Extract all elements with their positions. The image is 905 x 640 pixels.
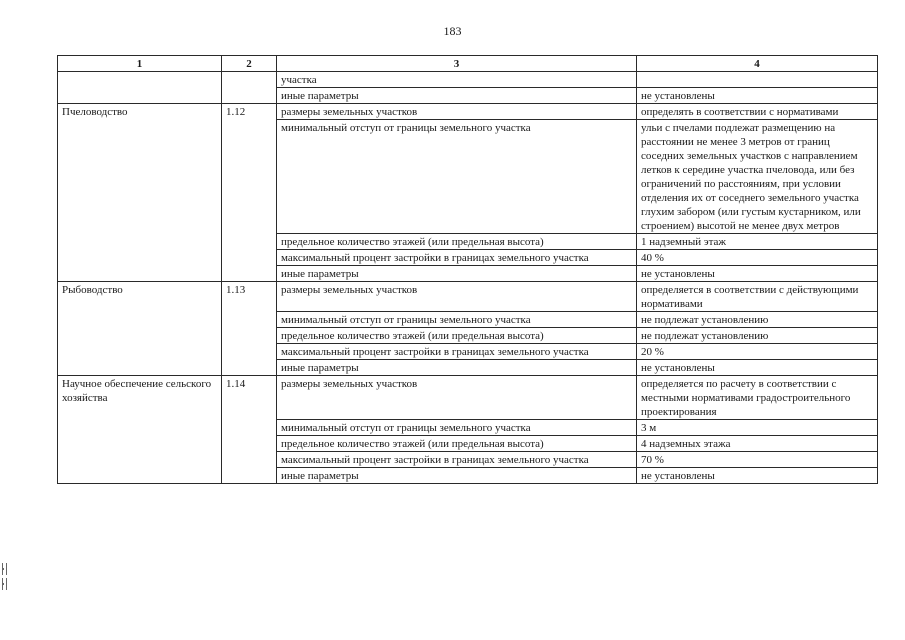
value-cell: определять в соответствии с нормативами	[637, 104, 878, 120]
param-cell: минимальный отступ от границы земельного участка	[277, 312, 637, 328]
value-cell: 4 надземных этажа	[637, 436, 878, 452]
table-row	[58, 282, 878, 312]
header-col-1: 1	[58, 56, 222, 72]
param-cell: максимальный процент застройки в границах земельного участка	[277, 452, 637, 468]
value-cell: не подлежат установлению	[637, 328, 878, 344]
value-cell: не установлены	[637, 266, 878, 282]
value-cell: 40 %	[637, 250, 878, 266]
table-row	[58, 72, 878, 88]
table-row	[58, 104, 878, 120]
header-col-4: 4	[637, 56, 878, 72]
param-cell: участка	[277, 72, 637, 88]
param-cell: иные параметры	[277, 360, 637, 376]
use-name-cell: Научное обеспечение сельского хозяйства	[58, 376, 222, 484]
value-cell: не установлены	[637, 88, 878, 104]
param-cell: предельное количество этажей (или предельная высота)	[277, 436, 637, 452]
param-cell: размеры земельных участков	[277, 104, 637, 120]
scan-margin-mark	[2, 563, 7, 575]
value-cell: 1 надземный этаж	[637, 234, 878, 250]
regulations-table	[57, 55, 878, 484]
value-cell: не установлены	[637, 360, 878, 376]
value-cell: 3 м	[637, 420, 878, 436]
param-cell: минимальный отступ от границы земельного участка	[277, 120, 637, 234]
value-cell: определяется по расчету в соответствии с местными нормативами градостроительного проектирования	[637, 376, 878, 420]
param-cell: иные параметры	[277, 468, 637, 484]
param-cell: размеры земельных участков	[277, 282, 637, 312]
table-row	[58, 376, 878, 420]
use-name-cell: Рыбоводство	[58, 282, 222, 376]
use-name-cell	[58, 72, 222, 104]
page-number: 183	[443, 24, 462, 38]
value-cell: ульи с пчелами подлежат размещению на расстоянии не менее 3 метров от границ соседних земельных участков с направлением летков к середине участка пчеловода, или без ограничений по расстояниям, при условии отделения их от соседнего земельного участка глухим забором (или густым кустарником, или строением) высотой не менее двух метров	[637, 120, 878, 234]
scan-margin-mark	[2, 578, 7, 590]
param-cell: максимальный процент застройки в границах земельного участка	[277, 344, 637, 360]
param-cell: максимальный процент застройки в границах земельного участка	[277, 250, 637, 266]
param-cell: размеры земельных участков	[277, 376, 637, 420]
header-col-3: 3	[277, 56, 637, 72]
use-code-cell	[222, 72, 277, 104]
value-cell	[637, 72, 878, 88]
use-code-cell: 1.13	[222, 282, 277, 376]
value-cell: определяется в соответствии с действующими нормативами	[637, 282, 878, 312]
param-cell: иные параметры	[277, 88, 637, 104]
param-cell: предельное количество этажей (или предельная высота)	[277, 328, 637, 344]
use-code-cell: 1.14	[222, 376, 277, 484]
param-cell: предельное количество этажей (или предельная высота)	[277, 234, 637, 250]
value-cell: не подлежат установлению	[637, 312, 878, 328]
param-cell: минимальный отступ от границы земельного участка	[277, 420, 637, 436]
use-name-cell: Пчеловодство	[58, 104, 222, 282]
header-col-2: 2	[222, 56, 277, 72]
value-cell: 20 %	[637, 344, 878, 360]
value-cell: не установлены	[637, 468, 878, 484]
header-row	[58, 56, 878, 72]
value-cell: 70 %	[637, 452, 878, 468]
param-cell: иные параметры	[277, 266, 637, 282]
use-code-cell: 1.12	[222, 104, 277, 282]
